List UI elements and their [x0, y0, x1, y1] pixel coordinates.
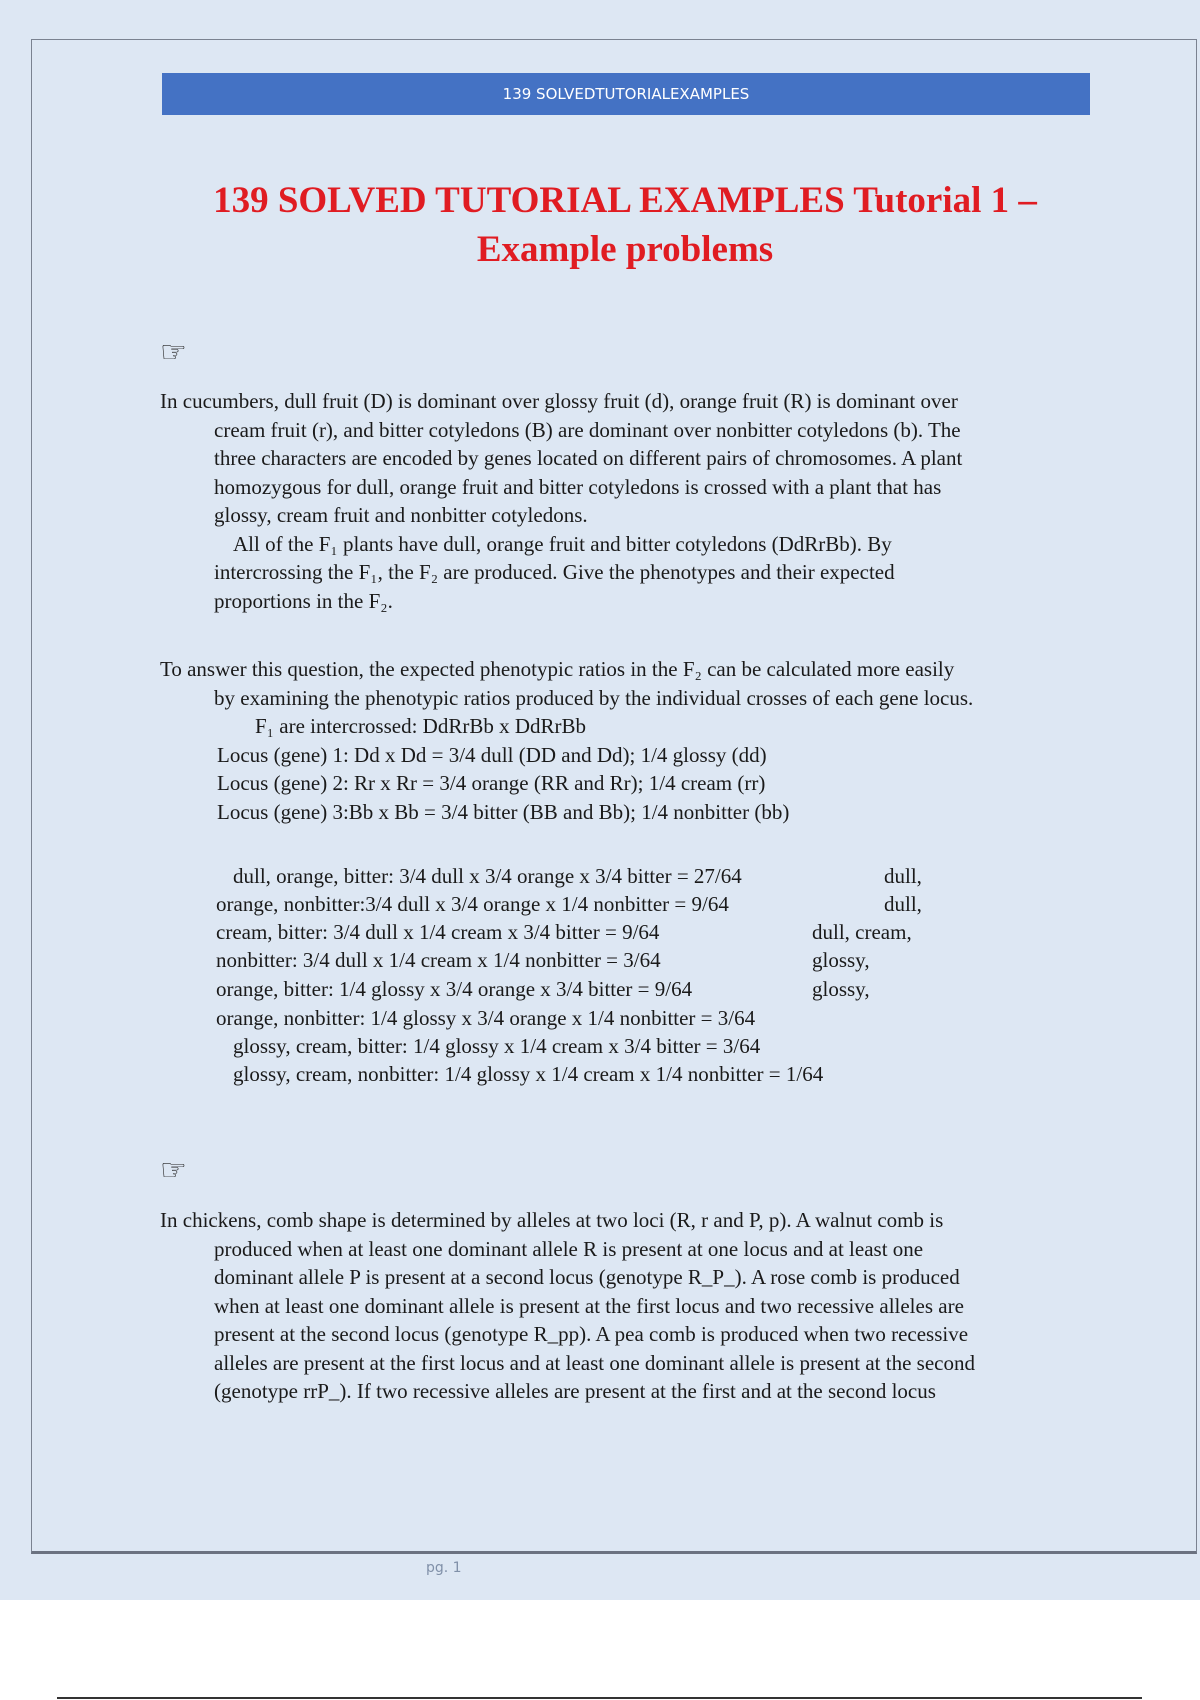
- page-title: [140, 176, 1110, 274]
- ratio-tail: dull, cream,: [812, 920, 912, 944]
- q2-line: alleles are present at the first locus and at least one dominant allele is present at the second: [214, 1350, 975, 1375]
- q1-line: homozygous for dull, orange fruit and bitter cotyledons is crossed with a plant that has: [214, 474, 942, 499]
- q2-line: (genotype rrP_). If two recessive alleles are present at the first and at the second locus: [214, 1379, 936, 1403]
- q2-line: In chickens, comb shape is determined by alleles at two loci (R, r and P, p). A walnut comb is: [160, 1208, 944, 1232]
- ratio-line: nonbitter: 3/4 dull x 1/4 cream x 1/4 nonbitter = 3/64: [216, 948, 661, 972]
- bottom-divider: [57, 1697, 1142, 1699]
- ratio-line: cream, bitter: 3/4 dull x 1/4 cream x 3/4 bitter = 9/64: [216, 920, 660, 944]
- q1-line: three characters are encoded by genes located on different pairs of chromosomes. A plant: [214, 446, 963, 470]
- question-1: [160, 387, 1090, 615]
- a1-line: To answer this question, the expected phenotypic ratios in the F₂ can be calculated more easily: [160, 657, 955, 681]
- q1-line: All of the F₁ plants have dull, orange fruit and bitter cotyledons (DdRrBb). By: [233, 531, 892, 556]
- q1-line: In cucumbers, dull fruit (D) is dominant over glossy fruit (d), orange fruit (R) is dominant over: [160, 389, 958, 413]
- pointing-hand-icon: ☞: [160, 1154, 187, 1187]
- q1-line: intercrossing the F₁, the F₂ are produced. Give the phenotypes and their expected: [214, 560, 895, 584]
- ratio-tail: glossy,: [812, 948, 870, 972]
- q2-line: dominant allele P is present at a second locus (genotype R_P_). A rose comb is produced: [214, 1265, 960, 1289]
- ratio-line: orange, bitter: 1/4 glossy x 3/4 orange x 3/4 bitter = 9/64: [216, 977, 693, 1001]
- q1-line: cream fruit (r), and bitter cotyledons (B) are dominant over nonbitter cotyledons (b). The: [214, 417, 961, 442]
- q2-line: present at the second locus (genotype R_pp). A pea comb is produced when two recessive: [214, 1322, 969, 1346]
- page-number: pg. 1: [426, 1560, 462, 1576]
- ratio-line: glossy, cream, nonbitter: 1/4 glossy x 1/4 cream x 1/4 nonbitter = 1/64: [233, 1062, 824, 1086]
- a1-line: Locus (gene) 1: Dd x Dd = 3/4 dull (DD and Dd); 1/4 glossy (dd): [217, 742, 767, 767]
- a1-line: by examining the phenotypic ratios produced by the individual crosses of each gene locus.: [214, 685, 974, 710]
- ratio-tail: glossy,: [812, 977, 870, 1001]
- a1-line: F₁ are intercrossed: DdRrBb x DdRrBb: [255, 714, 587, 738]
- a1-line: Locus (gene) 2: Rr x Rr = 3/4 orange (RR and Rr); 1/4 cream (rr): [217, 771, 766, 795]
- ratio-line: dull, orange, bitter: 3/4 dull x 3/4 orange x 3/4 bitter = 27/64: [233, 864, 742, 888]
- question-2: [160, 1206, 1090, 1406]
- q1-line: proportions in the F₂.: [214, 588, 393, 613]
- header-banner: [162, 73, 1090, 115]
- answer-1: [160, 655, 1090, 826]
- q2-line: produced when at least one dominant allele R is present at one locus and at least one: [214, 1236, 924, 1261]
- pointing-hand-icon: ☞: [160, 336, 187, 369]
- q1-line: glossy, cream fruit and nonbitter cotyledons.: [214, 503, 588, 527]
- q2-line: when at least one dominant allele is present at the first locus and two recessive alleles are: [214, 1293, 964, 1318]
- page-title-line-1: 139 SOLVED TUTORIAL EXAMPLES Tutorial 1 –: [213, 180, 1037, 221]
- ratio-tail: dull,: [884, 892, 922, 916]
- page-title-line-2: Example problems: [476, 229, 774, 270]
- header-banner-text: 139 SOLVEDTUTORIALEXAMPLES: [502, 85, 750, 103]
- a1-line: Locus (gene) 3:Bb x Bb = 3/4 bitter (BB and Bb); 1/4 nonbitter (bb): [217, 799, 790, 824]
- ratio-tail: dull,: [884, 864, 922, 888]
- ratio-line: orange, nonbitter: 1/4 glossy x 3/4 orange x 1/4 nonbitter = 3/64: [216, 1006, 756, 1030]
- ratio-line: glossy, cream, bitter: 1/4 glossy x 1/4 cream x 3/4 bitter = 3/64: [233, 1034, 761, 1058]
- ratio-line: orange, nonbitter:3/4 dull x 3/4 orange x 1/4 nonbitter = 9/64: [216, 892, 729, 916]
